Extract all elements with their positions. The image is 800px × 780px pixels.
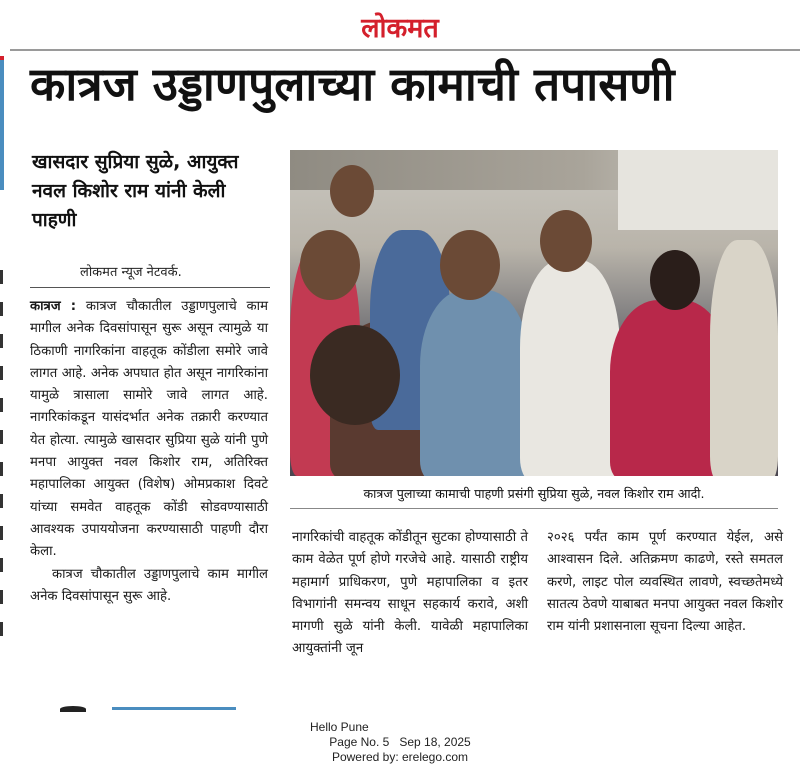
photo-background — [618, 150, 778, 230]
headline: कात्रज उड्डाणपुलाच्या कामाची तपासणी — [30, 57, 675, 111]
byline-rule — [30, 287, 270, 288]
photo-head — [650, 250, 700, 310]
news-photo — [290, 150, 778, 476]
page-footer — [300, 720, 500, 765]
photo-person — [520, 260, 620, 476]
byline: लोकमत न्यूज नेटवर्क. — [80, 265, 182, 280]
article-paragraph: २०२६ पर्यंत काम पूर्ण करण्यात येईल, असे आश्वासन दिले. अतिक्रमण काढणे, रस्ते समतल करणे, लाइट पोल व्यवस्थित लावणे, स्वच्छतेमध्ये सातत्य ठेवणे याबाबत मनपा आयुक्त नवल किशोर राम यांनी प्रशासनाला सूचना दिल्या आहेत. — [547, 530, 783, 635]
left-edge-strip-blue — [0, 60, 4, 190]
footer-page-date — [300, 735, 500, 750]
subheadline: खासदार सुप्रिया सुळे, आयुक्त नवल किशोर राम यांनी केली पाहणी — [32, 151, 239, 231]
article-paragraph: कात्रज चौकातील उड्डाणपुलाचे काम मागील अनेक दिवसांपासून सुरू आहे. — [30, 566, 268, 604]
newspaper-logo: लोकमत — [361, 13, 439, 44]
article-text: कात्रज चौकातील उड्डाणपुलाचे काम मागील अनेक दिवसांपासून सुरू असून त्यामुळे या ठिकाणी नागरिकांना वाहतूक कोंडीला समोरे जावे लागत आहे. अनेक अपघात होत असून नागरिकांना यामुळे त्रासाला सामोरे जावे लागत आहे. नागरिकांकडून यासंदर्भात अनेक तक्रारी करण्यात येत होत्या. त्यामुळे खासदार सुप्रिया सुळे यांनी पुणे मनपा आयुक्त नवल किशोर राम, अतिरिक्त महापालिका आयुक्त (विशेष) ओमप्रकाश दिवटे यांच्या समवेत वाहतूक कोंडी सोडवण्यासाठी आवश्यक उपाययोजना करण्यासाठी पाहणी दौरा केला. — [30, 299, 268, 560]
adjacent-column-fragment — [0, 270, 8, 690]
masthead — [0, 8, 800, 48]
footer-powered-by: Powered by: erelego.com — [331, 750, 469, 764]
footer-page: Page No. 5 — [329, 735, 390, 749]
next-article-fragment — [60, 706, 240, 712]
dateline: कात्रज : — [30, 299, 77, 314]
article-paragraph: नागरिकांची वाहतूक कोंडीतून सुटका होण्यासाठी ते काम वेळेत पूर्ण होणे गरजेचे आहे. यासाठी राष्ट्रीय महामार्ग प्राधिकरण, पुणे महापालिका व इतर विभागांनी समन्वय साधून सहकार्य करावे, अशी मागणी सुळे यांनी केली. यावेळी महापालिका आयुक्तांनी जून — [292, 530, 528, 657]
photo-person — [710, 240, 778, 476]
photo-caption: कात्रज पुलाच्या कामाची पाहणी प्रसंगी सुप्रिया सुळे, नवल किशोर राम आदी. — [363, 486, 705, 501]
article-column-1 — [30, 296, 268, 608]
photo-person — [420, 290, 530, 476]
photo-head — [330, 165, 374, 217]
footer-edition: Hello Pune — [310, 720, 369, 734]
caption-rule — [290, 508, 778, 509]
article-column-2 — [292, 527, 528, 661]
footer-date: Sep 18, 2025 — [399, 735, 471, 749]
article-paragraph — [30, 296, 268, 564]
photo-head — [300, 230, 360, 300]
photo-head — [310, 325, 400, 425]
article-column-3 — [547, 527, 783, 638]
photo-head — [440, 230, 500, 300]
photo-head — [540, 210, 592, 272]
